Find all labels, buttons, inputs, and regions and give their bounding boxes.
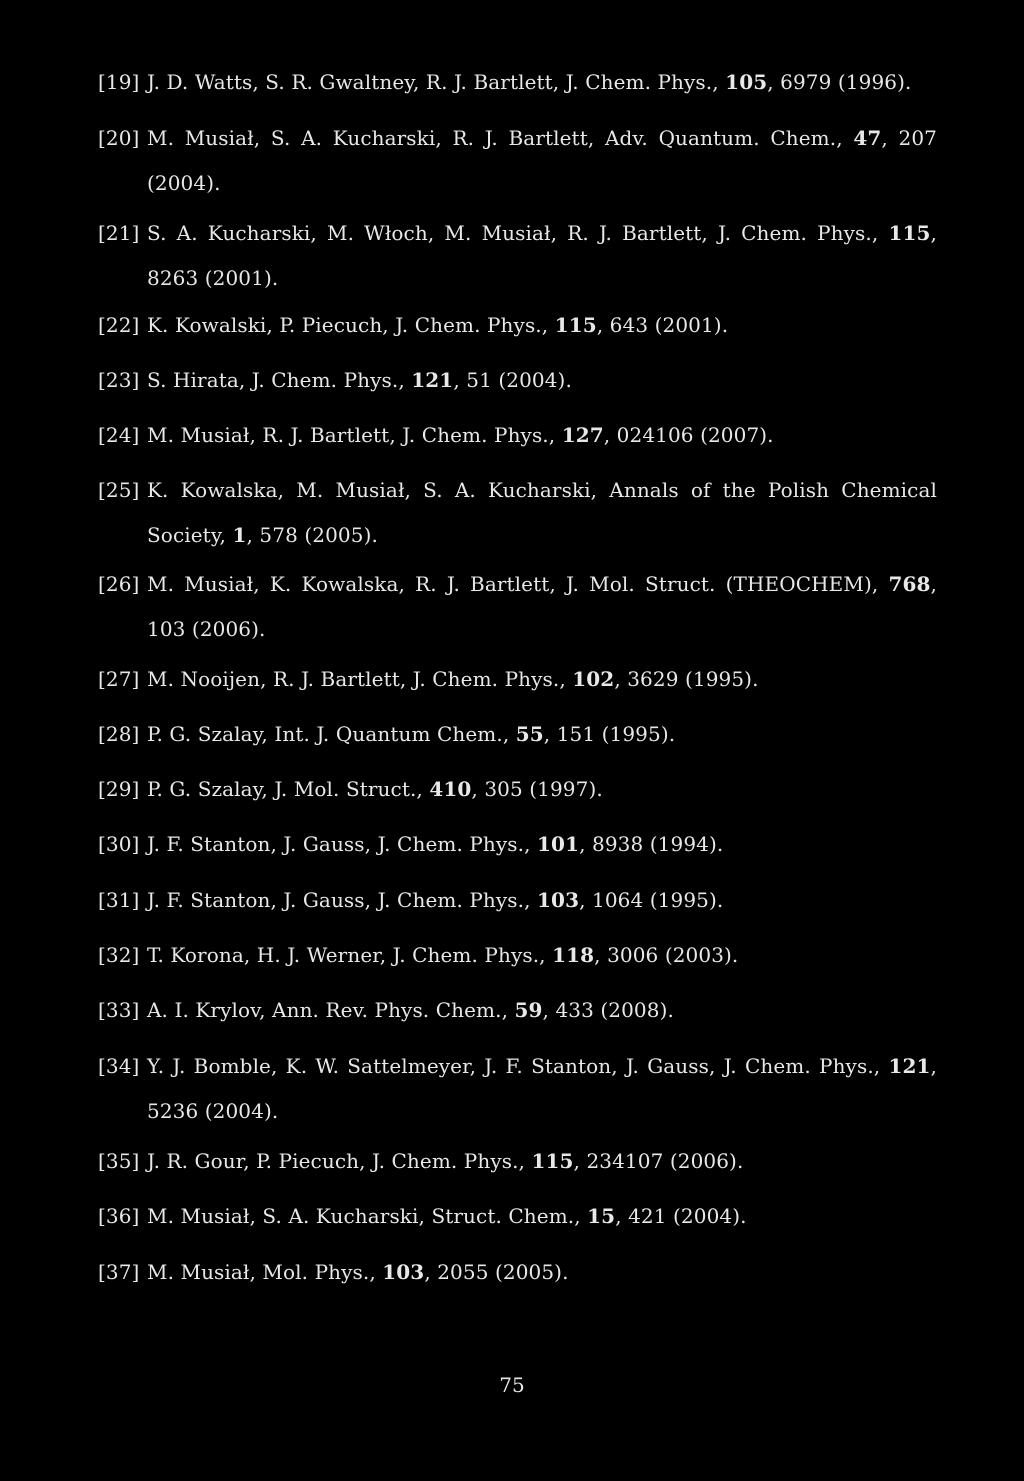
reference-text xyxy=(147,657,937,702)
reference-number: [34] xyxy=(98,1054,140,1078)
reference-authors-journal: T. Korona, H. J. Werner, J. Chem. Phys., xyxy=(147,943,553,967)
reference-number: [37] xyxy=(98,1260,140,1284)
reference-pages-year: , 51 (2004). xyxy=(453,368,572,392)
reference-volume: 103 xyxy=(382,1260,425,1284)
reference-volume: 768 xyxy=(888,572,931,596)
reference-volume: 103 xyxy=(537,888,580,912)
reference-number: [25] xyxy=(98,478,140,502)
reference-number: [29] xyxy=(98,777,140,801)
reference-volume: 118 xyxy=(552,943,595,967)
reference-text xyxy=(147,1139,937,1184)
reference-text xyxy=(147,822,937,867)
reference-text xyxy=(147,878,937,923)
reference-authors-journal: M. Musiał, K. Kowalska, R. J. Bartlett, J. Mol. Struct. (THEOCHEM), xyxy=(147,572,889,596)
reference-text xyxy=(147,712,937,757)
reference-text xyxy=(147,116,937,206)
reference-number: [35] xyxy=(98,1149,140,1173)
reference-authors-journal: J. R. Gour, P. Piecuch, J. Chem. Phys., xyxy=(147,1149,532,1173)
reference-volume: 410 xyxy=(429,777,472,801)
reference-volume: 115 xyxy=(888,221,931,245)
reference-pages-year: , 8938 (1994). xyxy=(579,832,724,856)
reference-pages-year: , 3629 (1995). xyxy=(614,667,759,691)
reference-number: [33] xyxy=(98,998,140,1022)
reference-volume: 47 xyxy=(853,126,882,150)
reference-pages-year: , 6979 (1996). xyxy=(767,70,912,94)
reference-pages-year: , 024106 (2007). xyxy=(603,423,774,447)
reference-number: [31] xyxy=(98,888,140,912)
reference-authors-journal: S. Hirata, J. Chem. Phys., xyxy=(147,368,412,392)
reference-pages-year: , 5236 (2004). xyxy=(147,1054,937,1123)
reference-volume: 115 xyxy=(531,1149,574,1173)
reference-volume: 127 xyxy=(561,423,604,447)
reference-authors-journal: A. I. Krylov, Ann. Rev. Phys. Chem., xyxy=(147,998,515,1022)
reference-text xyxy=(147,358,937,403)
reference-number: [22] xyxy=(98,313,140,337)
reference-text xyxy=(147,413,937,458)
reference-text xyxy=(147,1194,937,1239)
reference-authors-journal: K. Kowalska, M. Musiał, S. A. Kucharski, Annals of the Polish Chemical Society, xyxy=(147,478,937,547)
reference-pages-year: , 305 (1997). xyxy=(471,777,603,801)
reference-number: [23] xyxy=(98,368,140,392)
reference-pages-year: , 421 (2004). xyxy=(615,1204,747,1228)
reference-pages-year: , 3006 (2003). xyxy=(594,943,739,967)
page-number: 75 xyxy=(499,1373,525,1397)
reference-authors-journal: M. Musiał, S. A. Kucharski, R. J. Bartlett, Adv. Quantum. Chem., xyxy=(147,126,854,150)
reference-number: [27] xyxy=(98,667,140,691)
reference-text xyxy=(147,1044,937,1134)
reference-volume: 55 xyxy=(515,722,544,746)
reference-number: [26] xyxy=(98,572,140,596)
reference-number: [24] xyxy=(98,423,140,447)
reference-number: [21] xyxy=(98,221,140,245)
reference-number: [19] xyxy=(98,70,140,94)
reference-pages-year: , 207 (2004). xyxy=(147,126,937,195)
reference-authors-journal: M. Musiał, S. A. Kucharski, Struct. Chem., xyxy=(147,1204,588,1228)
reference-number: [28] xyxy=(98,722,140,746)
reference-number: [30] xyxy=(98,832,140,856)
reference-text xyxy=(147,303,937,348)
reference-volume: 59 xyxy=(514,998,543,1022)
reference-volume: 115 xyxy=(554,313,597,337)
reference-text xyxy=(147,60,937,105)
reference-pages-year: , 103 (2006). xyxy=(147,572,937,641)
reference-text xyxy=(147,1250,937,1295)
reference-authors-journal: K. Kowalski, P. Piecuch, J. Chem. Phys., xyxy=(147,313,555,337)
reference-text xyxy=(147,988,937,1033)
reference-pages-year: , 2055 (2005). xyxy=(424,1260,569,1284)
reference-pages-year: , 643 (2001). xyxy=(596,313,729,337)
reference-authors-journal: M. Musiał, R. J. Bartlett, J. Chem. Phys., xyxy=(147,423,562,447)
reference-volume: 121 xyxy=(411,368,454,392)
reference-volume: 1 xyxy=(232,523,247,547)
reference-pages-year: , 1064 (1995). xyxy=(579,888,724,912)
reference-volume: 15 xyxy=(587,1204,616,1228)
reference-pages-year: , 578 (2005). xyxy=(246,523,378,547)
reference-volume: 102 xyxy=(572,667,615,691)
reference-authors-journal: P. G. Szalay, Int. J. Quantum Chem., xyxy=(147,722,516,746)
reference-pages-year: , 234107 (2006). xyxy=(573,1149,744,1173)
reference-authors-journal: P. G. Szalay, J. Mol. Struct., xyxy=(147,777,430,801)
reference-number: [32] xyxy=(98,943,140,967)
reference-authors-journal: Y. J. Bomble, K. W. Sattelmeyer, J. F. Stanton, J. Gauss, J. Chem. Phys., xyxy=(147,1054,889,1078)
reference-pages-year: , 433 (2008). xyxy=(542,998,674,1022)
reference-text xyxy=(147,933,937,978)
reference-text xyxy=(147,767,937,812)
reference-text xyxy=(147,211,937,301)
reference-text xyxy=(147,562,937,652)
reference-pages-year: , 151 (1995). xyxy=(543,722,676,746)
reference-authors-journal: M. Musiał, Mol. Phys., xyxy=(147,1260,383,1284)
reference-authors-journal: S. A. Kucharski, M. Włoch, M. Musiał, R. J. Bartlett, J. Chem. Phys., xyxy=(147,221,889,245)
reference-volume: 121 xyxy=(888,1054,931,1078)
reference-text xyxy=(147,468,937,558)
reference-number: [20] xyxy=(98,126,140,150)
reference-pages-year: , 8263 (2001). xyxy=(147,221,937,290)
reference-authors-journal: J. F. Stanton, J. Gauss, J. Chem. Phys., xyxy=(147,888,538,912)
reference-number: [36] xyxy=(98,1204,140,1228)
reference-authors-journal: M. Nooijen, R. J. Bartlett, J. Chem. Phys., xyxy=(147,667,573,691)
reference-authors-journal: J. F. Stanton, J. Gauss, J. Chem. Phys., xyxy=(147,832,538,856)
reference-volume: 105 xyxy=(725,70,768,94)
reference-volume: 101 xyxy=(537,832,580,856)
reference-authors-journal: J. D. Watts, S. R. Gwaltney, R. J. Bartlett, J. Chem. Phys., xyxy=(147,70,726,94)
